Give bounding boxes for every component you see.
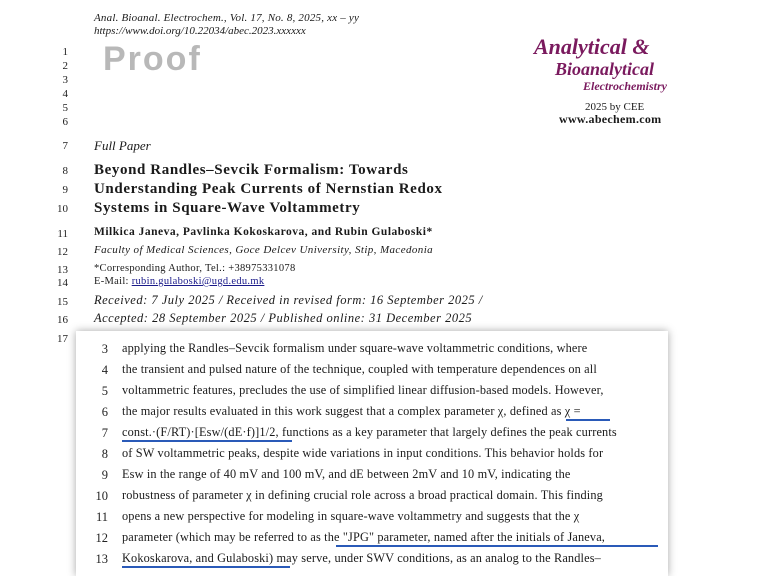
excerpt-line-number: 5: [101, 384, 108, 398]
excerpt-line: robustness of parameter χ in defining crucial role across a broad practical domain. This finding: [122, 488, 603, 502]
received-dates: Received: 7 July 2025 / Received in revised form: 16 September 2025 /: [94, 293, 483, 307]
line-number: 15: [57, 296, 68, 308]
accepted-dates: Accepted: 28 September 2025 / Published online: 31 December 2025: [94, 311, 473, 325]
line-number: 13: [57, 264, 68, 276]
highlight-underline: [566, 419, 610, 421]
line-number: 5: [62, 102, 68, 114]
highlight-underline: [122, 440, 292, 442]
excerpt-line: voltammetric features, precludes the use of simplified linear diffusion-based models. However,: [122, 383, 604, 397]
logo-line-electrochemistry: Electrochemistry: [583, 79, 667, 93]
line-number: 7: [62, 140, 68, 152]
excerpt-line: opens a new perspective for modeling in square-wave voltammetry and suggests that the χ: [122, 509, 580, 523]
proof-watermark: Proof: [103, 40, 202, 78]
logo-line-analytical: Analytical &: [534, 34, 650, 59]
journal-reference: Anal. Bioanal. Electrochem., Vol. 17, No. 8, 2025, xx – yy: [94, 12, 360, 24]
excerpt-line-number: 6: [101, 405, 108, 419]
highlight-underline: [336, 545, 658, 547]
line-number: 4: [62, 88, 68, 100]
excerpt-line-number: 13: [95, 552, 108, 566]
excerpt-line: const.·(F/RT)·[Esw/(dE·f)]1/2, functions as a key parameter that largely defines the peak currents: [122, 425, 617, 439]
affiliation: Faculty of Medical Sciences, Goce Delcev University, Stip, Macedonia: [94, 244, 434, 256]
excerpt-line-number: 8: [101, 447, 108, 461]
line-number: 3: [62, 74, 68, 86]
line-number: 9: [62, 184, 68, 196]
line-number: 11: [57, 228, 68, 240]
email-link[interactable]: rubin.gulaboski@ugd.edu.mk: [131, 276, 265, 287]
corresponding-author: *Corresponding Author, Tel.: +38975331078: [94, 263, 296, 274]
excerpt-line: parameter (which may be referred to as the "JPG" parameter, named after the initials of Janeva,: [122, 530, 606, 544]
excerpt-line: Esw in the range of 40 mV and 100 mV, and dE between 2mV and 10 mV, indicating the: [122, 467, 571, 481]
abstract-excerpt-panel: [76, 331, 668, 576]
line-number: 1: [62, 46, 68, 58]
line-number: 8: [62, 165, 68, 177]
email-line: [94, 276, 264, 287]
line-number: 6: [62, 116, 68, 128]
article-title-line: Understanding Peak Currents of Nernstian Redox: [94, 181, 443, 197]
line-number: 10: [57, 203, 68, 215]
excerpt-line-number: 11: [95, 510, 108, 524]
excerpt-line-number: 10: [95, 489, 108, 503]
excerpt-line: the transient and pulsed nature of the technique, coupled with temperature dependences on all: [122, 362, 597, 376]
author-list: Milkica Janeva, Pavlinka Kokoskarova, and Rubin Gulaboski*: [94, 226, 433, 238]
excerpt-line: of SW voltammetric peaks, despite wide variations in input conditions. This behavior holds for: [122, 446, 604, 460]
excerpt-line-number: 12: [95, 531, 108, 545]
email-label: E-Mail:: [94, 276, 129, 287]
article-title-line: Beyond Randles–Sevcik Formalism: Towards: [94, 162, 409, 178]
excerpt-line-number: 3: [101, 342, 108, 356]
highlight-underline: [122, 566, 290, 568]
excerpt-line-number: 4: [101, 363, 108, 377]
paper-type: Full Paper: [94, 138, 151, 153]
doi-link[interactable]: https://www.doi.org/10.22034/abec.2023.xxxxxx: [94, 25, 306, 37]
logo-website[interactable]: www.abechem.com: [559, 112, 662, 126]
line-number: 16: [57, 314, 68, 326]
logo-line-bioanalytical: Bioanalytical: [555, 59, 654, 79]
excerpt-line: Kokoskarova, and Gulaboski) may serve, under SWV conditions, as an analog to the Randles–: [122, 551, 601, 565]
excerpt-line: applying the Randles–Sevcik formalism under square-wave voltammetric conditions, where: [122, 341, 588, 355]
excerpt-line-number: 7: [101, 426, 108, 440]
logo-line-copyright: 2025 by CEE: [585, 101, 645, 113]
excerpt-line: the major results evaluated in this work suggest that a complex parameter χ, defined as χ =: [122, 404, 581, 418]
line-number: 17: [57, 333, 68, 345]
line-number: 14: [57, 277, 68, 289]
excerpt-line-number: 9: [101, 468, 108, 482]
article-title-line: Systems in Square-Wave Voltammetry: [94, 200, 361, 216]
line-number: 12: [57, 246, 68, 258]
line-number: 2: [62, 60, 68, 72]
